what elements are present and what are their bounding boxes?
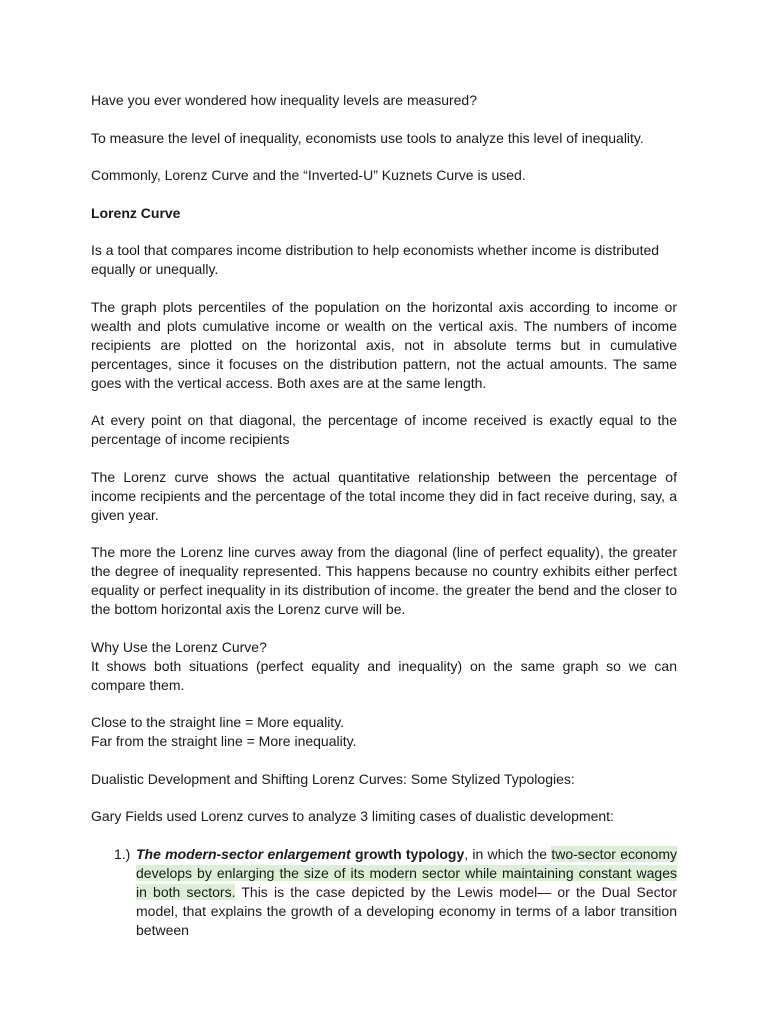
list-item-number: 1.)	[114, 845, 131, 862]
para-graph: The graph plots percentiles of the population on the horizontal axis according to income or wealth and plots cumulative income or wealth on the vertical axis. The numbers of income recipients are plotted on the horizontal axis, not in absolute terms but in cumulative percentages, since it focuses on the distribution pattern, not the actual amounts. The same goes with the vertical access. Both axes are at the same length.	[91, 298, 677, 391]
para-relationship: The Lorenz curve shows the actual quantitative relationship between the percentage of income recipients and the percentage of the total income they did in fact receive during, say, a given year.	[91, 468, 677, 523]
lorenz-heading: Lorenz Curve	[91, 204, 181, 221]
intro-tools: To measure the level of inequality, economists use tools to analyze this level of inequality.	[91, 129, 644, 146]
list-item-bold-italic: The modern-sector enlargement	[136, 845, 351, 862]
intro-common: Commonly, Lorenz Curve and the “Inverted-U” Kuznets Curve is used.	[91, 167, 526, 183]
para-diagonal: At every point on that diagonal, the percentage of income received is exactly equal to the percentage of income recipients	[91, 412, 677, 447]
para-tool: Is a tool that compares income distribution to help economists whether income is distributed equally or unequally.	[91, 242, 660, 277]
why-answer: It shows both situations (perfect equality and inequality) on the same graph so we can compare them.	[91, 657, 677, 693]
para-curves-away: The more the Lorenz line curves away from the diagonal (line of perfect equality), the greater the degree of inequality represented. This happens because no country exhibits either perfect equality or perfect inequality in its distribution of income. the greater the bend and the closer to the bottom horizontal axis the Lorenz curve will be.	[91, 544, 677, 617]
dualistic-heading: Dualistic Development and Shifting Lorenz Curves: Some Stylized Typologies:	[91, 770, 575, 787]
list-item-text-after: This is the case depicted by the Lewis model— or the Dual Sector model, that explains the growth of a developing economy in terms of a labor transition between	[136, 883, 677, 938]
list-item-bold: growth typology	[350, 845, 465, 862]
list-item	[91, 845, 677, 940]
list-item-text-before: , in which the	[464, 845, 552, 862]
intro-question: Have you ever wondered how inequality levels are measured?	[91, 92, 477, 108]
document-body	[91, 91, 677, 940]
list-item-highlight: two-sector economy develops by enlarging the size of its modern sector while maintaining constant wages in both sectors.	[136, 845, 678, 900]
why-question: Why Use the Lorenz Curve?	[91, 638, 267, 655]
close-line: Close to the straight line = More equality.	[91, 714, 345, 730]
fields-intro: Gary Fields used Lorenz curves to analyze 3 limiting cases of dualistic development:	[91, 808, 614, 824]
far-line: Far from the straight line = More inequality.	[91, 733, 357, 749]
typology-list	[91, 845, 677, 940]
